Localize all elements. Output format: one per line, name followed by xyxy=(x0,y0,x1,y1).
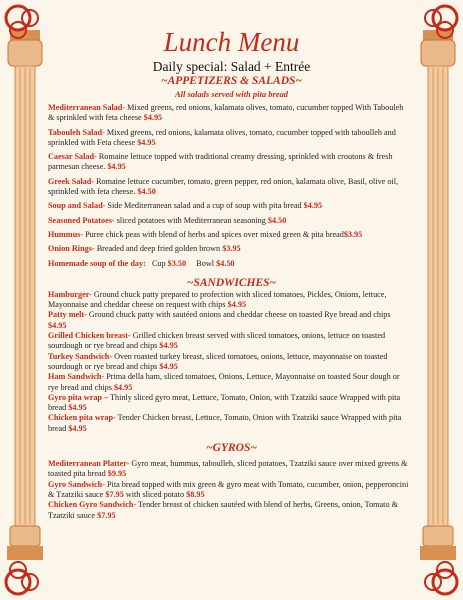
menu-item xyxy=(48,459,409,480)
item-price: $4.95 xyxy=(227,300,247,310)
item-extra-price: $8.95 xyxy=(186,489,205,499)
item-description: Romaine lettuce cucumber, tomato, green pepper, red onion, kalamata olive, Basil, olive oil, sprinkled with feta cheese. xyxy=(48,176,399,197)
cup-price: $3.50 xyxy=(167,258,187,268)
menu-item xyxy=(48,230,409,240)
item-name: Chicken pita wrap- xyxy=(48,413,116,423)
item-name: Patty melt- xyxy=(48,310,87,320)
item-price: $7.95 xyxy=(97,510,116,520)
menu-item xyxy=(48,152,409,173)
item-name: Soup and Salad- xyxy=(48,201,106,211)
item-description: Thinly sliced gyro meat, Lettuce, Tomato, Onion, with Tzatziki sauce Wrapped with pita bread xyxy=(48,392,401,413)
item-name: Caesar Salad- xyxy=(48,152,97,162)
item-price: $4.95 xyxy=(159,341,178,351)
appetizers-subheading: All salads served with pita bread xyxy=(174,89,289,99)
gyros-heading: ~GYROS~ xyxy=(206,442,257,455)
item-description: Romaine lettuce topped with traditional creamy dressing, sprinkled with croutons & fresh parmesan cheese. xyxy=(48,152,393,172)
item-description: Grilled chicken breast served with sliced tomatoes, onions, lettuce on toasted sourdough or rye bread and chips xyxy=(48,331,386,351)
menu-item xyxy=(48,480,409,501)
item-price: $4.95 xyxy=(68,423,87,433)
item-price: $9.95 xyxy=(107,469,127,479)
menu-item xyxy=(48,216,409,226)
celtic-knot-icon xyxy=(2,550,50,598)
item-price: $4.95 xyxy=(137,137,156,147)
menu-item xyxy=(48,500,409,521)
item-extra: with sliced potato xyxy=(123,489,185,499)
right-column-ornament xyxy=(419,30,457,565)
item-description: Tender breast of chicken sautéed with blend of herbs, Greens, onion, Tomato & Tzatziki sauce xyxy=(48,500,398,520)
item-description: Mixed greens, red onions, kalamata olives, tomato, cucumber topped with taboulleh and sprinkled with Feta cheese xyxy=(48,127,396,147)
menu-item xyxy=(48,244,409,254)
sandwiches-heading: ~SANDWICHES~ xyxy=(186,276,277,289)
menu-item xyxy=(48,413,409,434)
item-price: $7.95 xyxy=(105,489,124,499)
left-column-ornament xyxy=(6,30,44,565)
item-description: Tender Chicken breast, Lettuce, Tomato, Onion with Tzatziki sauce Wrapped with pita bread xyxy=(48,413,402,433)
item-name: Turkey Sandwich- xyxy=(48,351,113,361)
item-name: Seasoned Potatoes- xyxy=(48,215,115,225)
celtic-knot-icon xyxy=(413,550,461,598)
item-description: Gyro meat, hummus, taboulleh, sliced potatoes, Tzatziki sauce over mixed greens & toasted pita bread xyxy=(48,459,408,479)
celtic-knot-icon xyxy=(413,2,461,50)
item-name: Onion Rings- xyxy=(48,244,95,254)
item-price: $3.95 xyxy=(222,244,241,254)
menu-item xyxy=(48,393,409,414)
item-price: $4.50 xyxy=(267,215,287,225)
item-name: Mediterranean Salad- xyxy=(48,103,126,112)
cup-label: Cup xyxy=(151,258,166,268)
menu-item xyxy=(48,103,409,124)
item-name: Hamburger- xyxy=(48,289,92,299)
item-description: Breaded and deep fried golden brown xyxy=(94,244,221,254)
soup-of-the-day xyxy=(48,259,409,269)
menu-item xyxy=(48,310,409,331)
item-description: Mixed greens, red onions, kalamata olives, tomato, cucumber topped With Tabouleh & sprinkled with feta cheese xyxy=(48,103,404,123)
bowl-label: Bowl xyxy=(196,258,215,268)
item-name: Ham Sandwich- xyxy=(48,372,105,382)
item-description: Ground chuck patty prepared to profection with sliced tomatoes, Pickles, Onions, lettuce, Mayonnaise and cheddar cheese on request with chips xyxy=(48,289,387,310)
item-name: Gyro Sandwich- xyxy=(48,479,105,489)
menu-item xyxy=(48,128,409,149)
item-price: $4.95 xyxy=(68,403,87,413)
menu-title: Lunch Menu xyxy=(163,27,300,57)
item-name: Hummus- xyxy=(48,229,84,239)
item-description: Pita bread topped with mix green & gyro meat with Tomato, cucumber, onion, pepperoncini & Tzatziki sauce xyxy=(48,479,409,499)
celtic-knot-icon xyxy=(2,2,50,50)
daily-special: Daily special: Salad + Entrée xyxy=(152,59,311,74)
item-price: $4.95 xyxy=(303,201,323,211)
item-price: $4.95 xyxy=(113,382,133,392)
menu-item xyxy=(48,372,409,393)
item-name: Greek Salad- xyxy=(48,176,95,186)
item-description: Prima della ham, sliced tomatoes, Onions, Lettuce, Mayonnaise on toasted Sour dough or rye bread and chips xyxy=(48,372,400,392)
menu-item xyxy=(48,201,409,211)
item-name: Chicken Gyro Sandwich- xyxy=(48,500,137,510)
item-price: $4.95 xyxy=(107,162,126,172)
item-price: $4.95 xyxy=(48,320,67,330)
item-description: Puree chick peas with blend of herbs and spices over mixed green & pita bread xyxy=(83,229,344,239)
item-price: $3.95 xyxy=(343,229,363,239)
menu-item xyxy=(48,290,409,311)
menu-item xyxy=(48,331,409,352)
item-name: Grilled Chicken breast- xyxy=(48,331,131,341)
item-price: $4.95 xyxy=(143,113,163,123)
appetizers-heading: ~APPETIZERS & SALADS~ xyxy=(161,75,302,87)
item-name: Mediterranean Platter- xyxy=(48,459,130,469)
menu-item xyxy=(48,352,409,373)
item-price: $4.50 xyxy=(137,187,156,197)
menu-item xyxy=(48,177,409,198)
item-name: Tabouleh Salad- xyxy=(48,127,105,137)
menu-content xyxy=(48,6,409,521)
item-name: Gyro pita wrap – xyxy=(48,392,109,402)
item-name: Homemade soup of the day: xyxy=(48,258,146,268)
item-description: Side Mediterranean salad and a cup of soup with pita bread xyxy=(105,201,302,211)
item-description: Ground chuck patty with sautéed onions and cheddar cheese on toasted Rye bread and chips xyxy=(86,310,391,320)
item-description: sliced potatoes with Mediterranean seasoning xyxy=(114,215,266,225)
bowl-price: $4.50 xyxy=(216,258,235,268)
item-price: $4.95 xyxy=(159,361,178,371)
item-description: Oven roasted turkey breast, sliced tomatoes, onions, lettuce, mayonnaise on toasted sourdough or rye bread and chips xyxy=(48,351,388,371)
